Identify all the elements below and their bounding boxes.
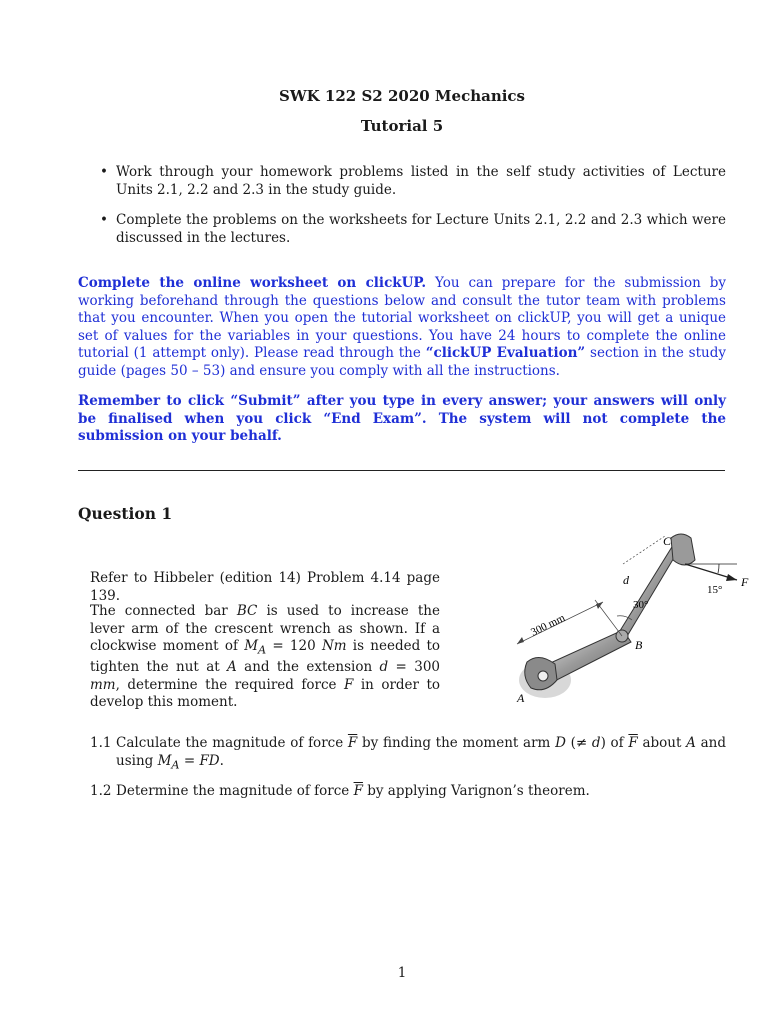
math-var: M: [157, 752, 172, 769]
reference-line: Refer to Hibbeler (edition 14) Problem 4.14 page 139.: [90, 570, 440, 604]
label-15-deg: 15°: [707, 584, 723, 596]
bullet-text: Work through your homework problems listed in the self study activities of Lecture Units 2.1, 2.2 and 2.3 in the study guide.: [116, 164, 726, 198]
bullet-icon: •: [100, 212, 108, 228]
label-F: F: [741, 575, 749, 589]
label-30-deg: 30°: [633, 599, 649, 611]
math-var: F: [343, 676, 354, 693]
submit-reminder: Remember to click “Submit” after you type in every answer; your answers will only be finalised when you click “End Exam”. The system will not complete the submission on your behalf.: [78, 393, 726, 444]
math-var: mm: [90, 676, 116, 693]
subquestion-number: 1.1: [90, 735, 112, 751]
math-sub: A: [171, 758, 180, 772]
text: about: [637, 735, 687, 751]
math-sub: A: [258, 643, 267, 657]
d-dimension-line: [623, 536, 665, 564]
instructions-paragraph: [78, 275, 726, 380]
label-d: d: [623, 573, 629, 587]
math-var: FD: [199, 752, 220, 769]
text: and using: [116, 735, 727, 769]
instructions-text-b: section in the study guide (pages 50 – 53) and ensure you comply with all the instructions.: [78, 345, 726, 379]
math-var: $\overline{F}$: [353, 783, 363, 799]
text: and the extension: [236, 659, 380, 676]
math-var: $\overline{F}$: [628, 735, 638, 751]
math-var: BC: [236, 603, 258, 619]
wrench-figure: [505, 530, 765, 710]
extension-bar: [618, 542, 681, 638]
page-number: 1: [397, 965, 407, 981]
bullet-icon: •: [100, 164, 108, 180]
text: is needed to tighten the nut at: [90, 638, 441, 676]
text: by applying Varignon’s theorem.: [362, 783, 590, 799]
text: = 300: [388, 659, 440, 676]
nut-icon: [538, 671, 548, 681]
subquestion-number: 1.2: [90, 783, 112, 799]
math-var: D: [555, 735, 566, 751]
bullet-text: Complete the problems on the worksheets for Lecture Units 2.1, 2.2 and 2.3 which were discussed in the lectures.: [116, 212, 726, 246]
math-var: M: [244, 638, 259, 654]
label-C: C: [663, 534, 672, 548]
instructions-text-a: You can prepare for the submission by working beforehand through the questions below and consult the tutor team with problems that you encounter. When you open the tutorial worksheet on clickUP, you will get a unique set of values for the variables in your questions. You have 24 hours to complete the online tutorial (1 attempt only). Please read through the: [78, 275, 726, 361]
angle-15-arc: [718, 564, 719, 573]
clickup-evaluation-ref: “clickUP Evaluation”: [425, 345, 586, 361]
math-var: A: [686, 735, 696, 751]
text: in order to develop this moment.: [90, 676, 441, 711]
document-title: SWK 122 S2 2020 Mechanics: [278, 87, 526, 105]
text: by finding the moment arm: [357, 735, 556, 751]
problem-statement: [90, 603, 440, 712]
text: is used to increase the lever arm of the crescent wrench as shown. If a clockwise moment of: [90, 603, 440, 654]
math-var: $\overline{F}$: [347, 735, 358, 751]
text: Calculate the magnitude of force: [116, 735, 348, 751]
text: (≠: [565, 735, 592, 751]
text: Determine the magnitude of force: [116, 783, 354, 799]
text: The connected bar: [90, 603, 237, 619]
text: ) of: [600, 735, 629, 751]
instructions-lead: Complete the online worksheet on clickUP.: [78, 275, 427, 291]
tutorial-title: Tutorial 5: [360, 117, 444, 135]
math-var: A: [227, 659, 237, 676]
subquestion-text: [116, 735, 726, 774]
dim-arrowhead: [517, 637, 524, 644]
text: = 120: [266, 638, 322, 654]
math-var: d: [591, 735, 601, 751]
math-var: d: [379, 659, 389, 676]
label-300mm: 300 mm: [529, 611, 568, 639]
label-B: B: [635, 638, 643, 652]
math-var: Nm: [321, 638, 347, 654]
text: , determine the required force: [115, 676, 344, 693]
handle-C: [671, 534, 695, 565]
text: .: [219, 752, 224, 769]
question-heading: Question 1: [78, 504, 173, 523]
label-A: A: [517, 691, 525, 705]
text: =: [179, 752, 200, 769]
force-arrowhead: [726, 574, 737, 581]
subquestion-text: [116, 783, 726, 801]
section-divider: [78, 470, 725, 471]
